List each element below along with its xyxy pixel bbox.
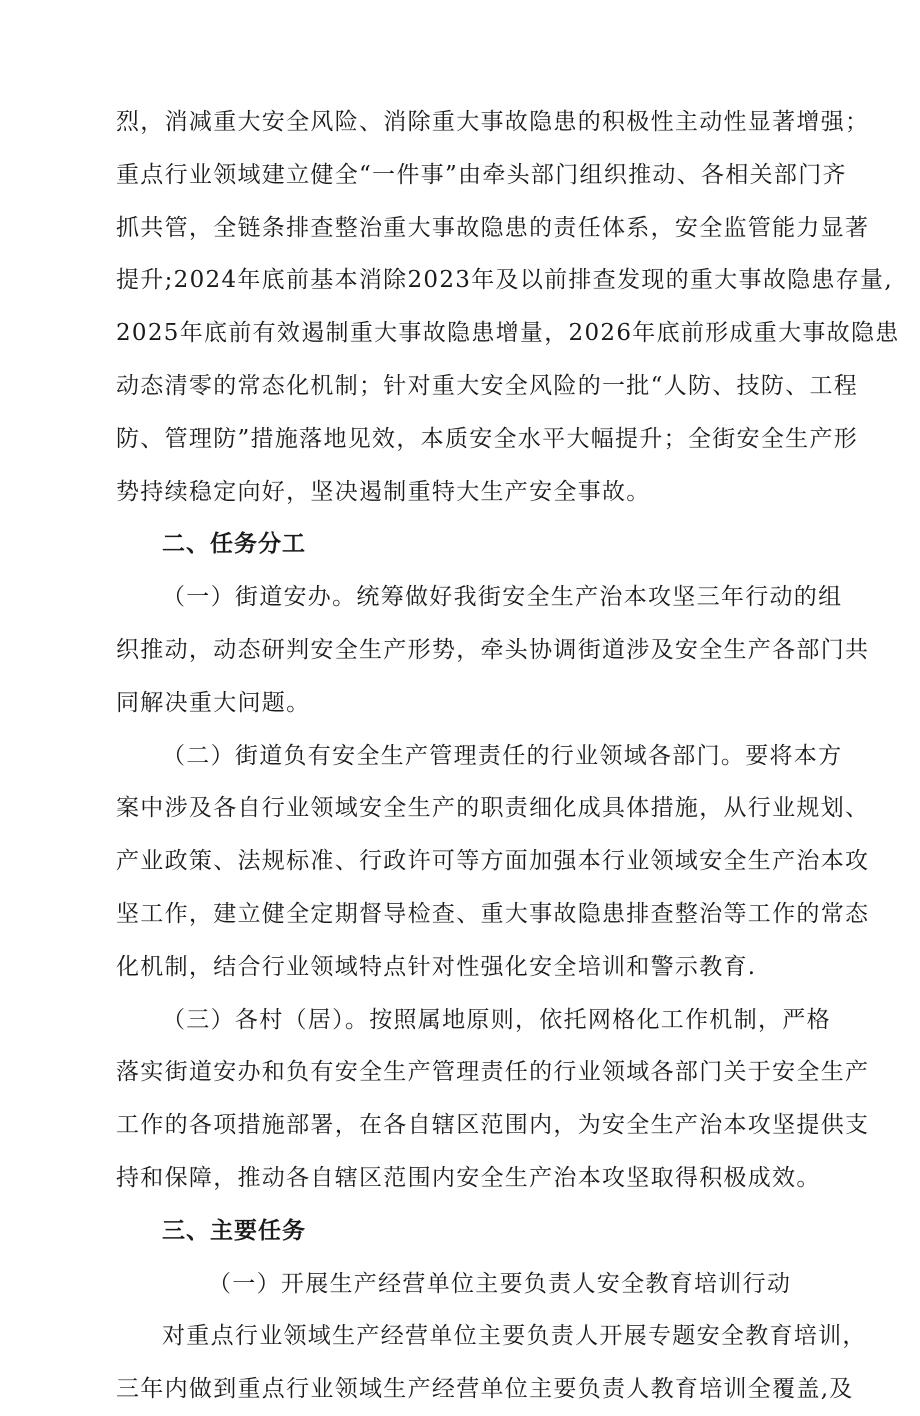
main-task-paragraph (116, 1310, 867, 1416)
text-line: （一）街道安办。统筹做好我街安全生产治本攻坚三年行动的组 (162, 584, 843, 611)
task-item-street-safety-office (116, 571, 870, 729)
text-line: 持和保障，推动各自辖区范围内安全生产治本攻坚取得积极成效。 (116, 1164, 821, 1191)
text-line: （三）各村（居）。按照属地原则，依托网格化工作机制，严格 (162, 1006, 831, 1033)
subsection-heading: （一）开展生产经营单位主要负责人安全教育培训行动 (208, 1270, 792, 1297)
text-line: 提升;2024年底前基本消除2023年及以前排查发现的重大事故隐患存量, (116, 267, 893, 294)
text-line: 2025年底前有效遏制重大事故隐患增量，2026年底前形成重大事故隐患 (116, 320, 900, 347)
text-line: 落实街道安办和负有安全生产管理责任的行业领域各部门关于安全生产 (116, 1059, 870, 1086)
section-heading-main-tasks: 三、主要任务 (162, 1217, 306, 1244)
section-heading-task-division: 二、任务分工 (162, 531, 306, 558)
text-line: 织推动，动态研判安全生产形势，牵头协调街道涉及安全生产各部门共 (116, 636, 870, 663)
text-line: （二）街道负有安全生产管理责任的行业领域各部门。要将本方 (162, 742, 843, 769)
document-body (116, 96, 900, 1416)
text-line: 烈，消减重大安全风险、消除重大事故隐患的积极性主动性显著增强； (116, 109, 870, 135)
task-item-industry-departments (116, 730, 870, 994)
text-line: 对重点行业领域生产经营单位主要负责人开展专题安全教育培训， (162, 1323, 867, 1350)
text-line: 坚工作，建立健全定期督导检查、重大事故隐患排查整治等工作的常态 (116, 900, 870, 927)
text-line: 三年内做到重点行业领域生产经营单位主要负责人教育培训全覆盖,及 (116, 1376, 854, 1403)
text-line: 势持续稳定向好，坚决遏制重特大生产安全事故。 (116, 478, 651, 505)
text-line: 重点行业领域建立健全“一件事”由牵头部门组织推动、各相关部门齐 (116, 161, 847, 188)
text-line: 防、管理防”措施落地见效，本质安全水平大幅提升；全街安全生产形 (116, 425, 859, 452)
section1-tail-paragraph (116, 96, 900, 518)
text-line: 化机制，结合行业领域特点针对性强化安全培训和警示教育. (116, 953, 757, 980)
text-line: 动态清零的常态化机制；针对重大安全风险的一批“人防、技防、工程 (116, 372, 859, 399)
text-line: 产业政策、法规标准、行政许可等方面加强本行业领域安全生产治本攻 (116, 848, 870, 875)
text-line: 同解决重大问题。 (116, 689, 311, 716)
text-line: 工作的各项措施部署，在各自辖区范围内，为安全生产治本攻坚提供支 (116, 1112, 870, 1139)
task-item-villages (116, 994, 870, 1205)
text-line: 案中涉及各自行业领域安全生产的职责细化成具体措施，从行业规划、 (116, 795, 870, 822)
text-line: 抓共管，全链条排查整治重大事故隐患的责任体系，安全监管能力显著 (116, 214, 870, 241)
